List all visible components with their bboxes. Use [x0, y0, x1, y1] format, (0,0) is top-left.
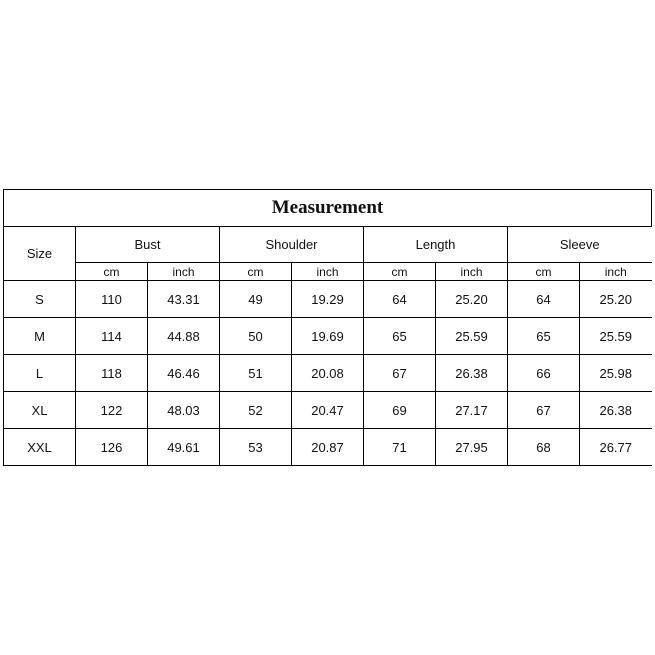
length-inch-cell: 25.59	[436, 318, 508, 355]
table-row	[4, 429, 652, 466]
measurement-table-container	[3, 189, 652, 466]
group-header-shoulder: Shoulder	[220, 227, 364, 263]
size-cell: XXL	[4, 429, 76, 466]
length-cm-cell: 64	[364, 281, 436, 318]
shoulder-cm-cell: 49	[220, 281, 292, 318]
shoulder-cm-cell: 52	[220, 392, 292, 429]
shoulder-inch-cell: 19.69	[292, 318, 364, 355]
bust-cm-cell: 114	[76, 318, 148, 355]
shoulder-cm-cell: 50	[220, 318, 292, 355]
bust-cm-cell: 122	[76, 392, 148, 429]
bust-inch-cell: 46.46	[148, 355, 220, 392]
bust-cm-cell: 118	[76, 355, 148, 392]
sleeve-inch-cell: 26.77	[580, 429, 652, 466]
shoulder-inch-cell: 19.29	[292, 281, 364, 318]
length-inch-cell: 27.95	[436, 429, 508, 466]
bust-inch-cell: 44.88	[148, 318, 220, 355]
table-row	[4, 281, 652, 318]
size-cell: S	[4, 281, 76, 318]
sleeve-cm-cell: 68	[508, 429, 580, 466]
bust-cm-cell: 110	[76, 281, 148, 318]
measurement-table	[3, 189, 652, 466]
size-cell: M	[4, 318, 76, 355]
sleeve-cm-cell: 67	[508, 392, 580, 429]
table-row	[4, 318, 652, 355]
length-inch-cell: 26.38	[436, 355, 508, 392]
sleeve-inch-cell: 26.38	[580, 392, 652, 429]
unit-header-cm: cm	[76, 263, 148, 281]
sleeve-cm-cell: 66	[508, 355, 580, 392]
shoulder-cm-cell: 51	[220, 355, 292, 392]
sleeve-inch-cell: 25.98	[580, 355, 652, 392]
bust-inch-cell: 48.03	[148, 392, 220, 429]
shoulder-cm-cell: 53	[220, 429, 292, 466]
group-header-sleeve: Sleeve	[508, 227, 652, 263]
unit-header-cm: cm	[220, 263, 292, 281]
group-header-bust: Bust	[76, 227, 220, 263]
sleeve-cm-cell: 64	[508, 281, 580, 318]
length-cm-cell: 69	[364, 392, 436, 429]
table-row	[4, 392, 652, 429]
unit-header-inch: inch	[436, 263, 508, 281]
bust-inch-cell: 43.31	[148, 281, 220, 318]
length-inch-cell: 25.20	[436, 281, 508, 318]
group-header-length: Length	[364, 227, 508, 263]
sleeve-inch-cell: 25.59	[580, 318, 652, 355]
shoulder-inch-cell: 20.08	[292, 355, 364, 392]
size-column-header: Size	[4, 227, 76, 281]
length-inch-cell: 27.17	[436, 392, 508, 429]
unit-header-cm: cm	[364, 263, 436, 281]
shoulder-inch-cell: 20.87	[292, 429, 364, 466]
length-cm-cell: 65	[364, 318, 436, 355]
size-cell: L	[4, 355, 76, 392]
sleeve-inch-cell: 25.20	[580, 281, 652, 318]
unit-header-inch: inch	[148, 263, 220, 281]
table-title: Measurement	[4, 190, 652, 227]
size-cell: XL	[4, 392, 76, 429]
table-row	[4, 355, 652, 392]
bust-cm-cell: 126	[76, 429, 148, 466]
length-cm-cell: 67	[364, 355, 436, 392]
unit-header-inch: inch	[580, 263, 652, 281]
shoulder-inch-cell: 20.47	[292, 392, 364, 429]
sleeve-cm-cell: 65	[508, 318, 580, 355]
length-cm-cell: 71	[364, 429, 436, 466]
unit-header-inch: inch	[292, 263, 364, 281]
bust-inch-cell: 49.61	[148, 429, 220, 466]
unit-header-cm: cm	[508, 263, 580, 281]
